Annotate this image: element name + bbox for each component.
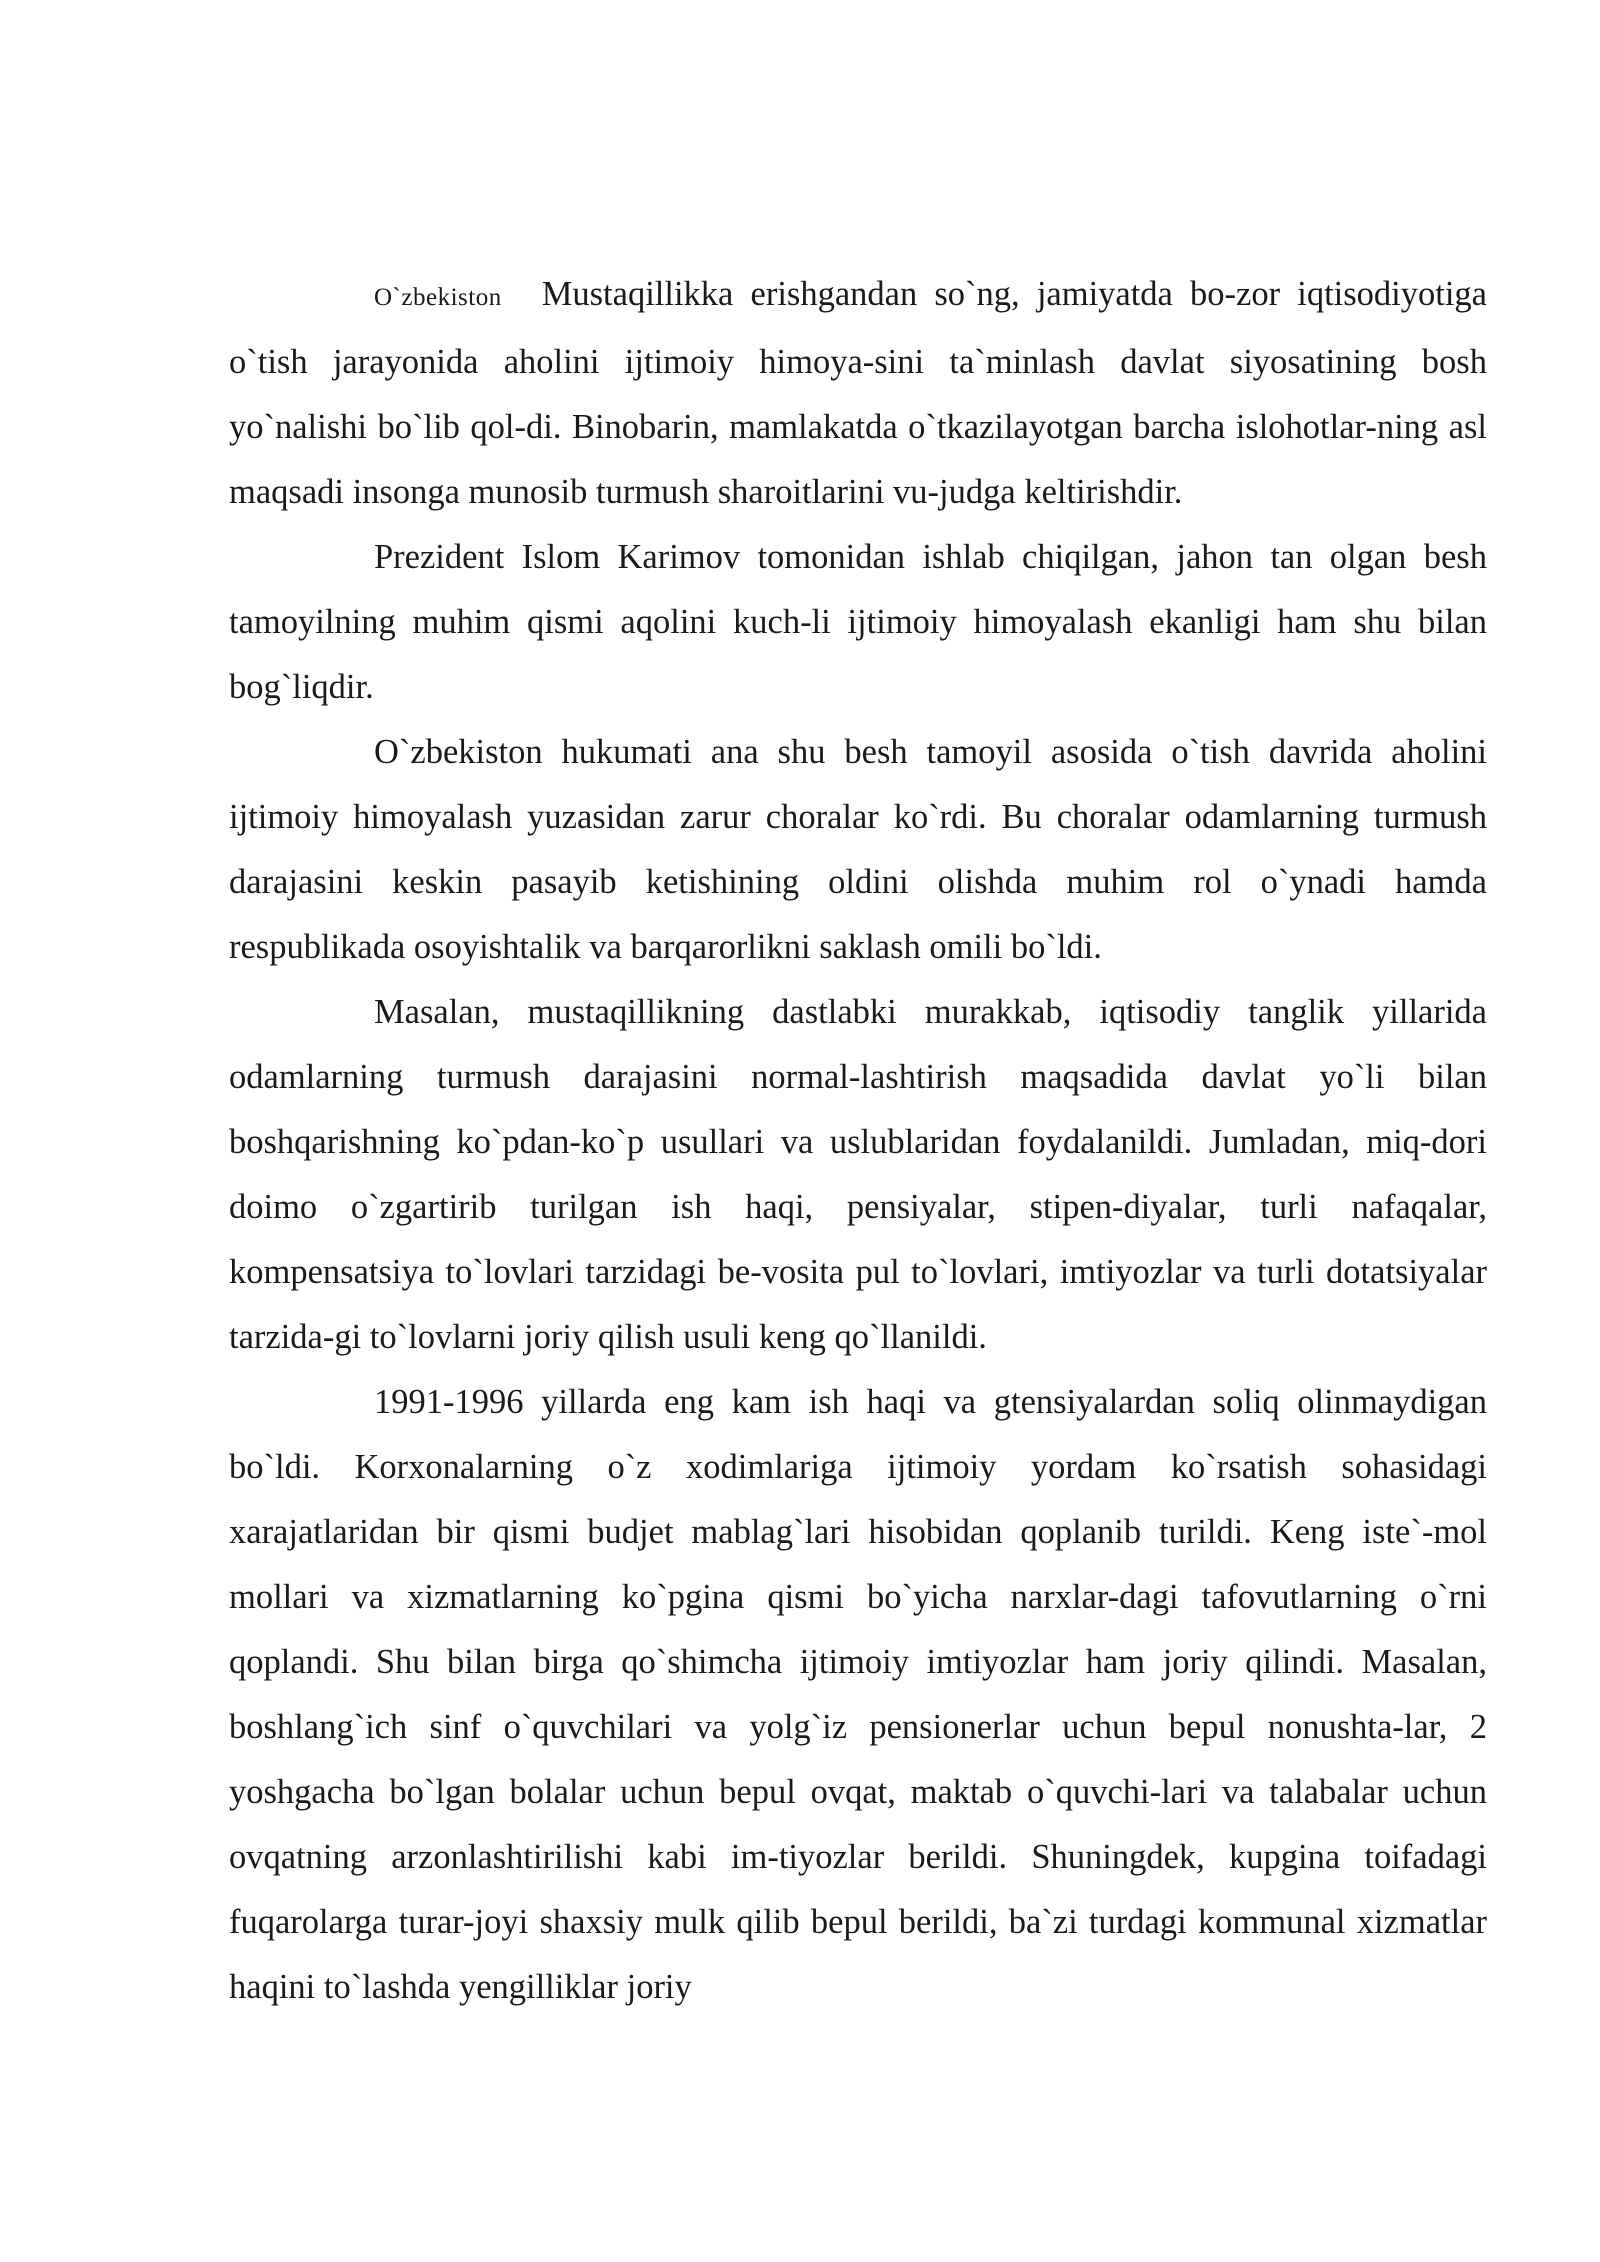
paragraph-2: Prezident Islom Karimov tomonidan ishlab chiqilgan, jahon tan olgan besh tamoyilning muhim qismi aqolini kuch-li ijtimoiy himoyalash ekanligi ham shu bilan bog`liqdir. — [229, 538, 1487, 706]
paragraph-1-lead: O`zbekiston — [374, 284, 502, 311]
paragraph-5: 1991-1996 yillarda eng kam ish haqi va gtensiyalardan soliq olinmaydigan bo`ldi. Korxonalarning o`z xodimlariga ijtimoiy yordam ko`rsatish sohasidagi xarajatlaridan bir qismi budjet mablag`lari hisobidan qoplanib turildi. Keng iste`-mol mollari va xizmatlarning ko`pgina qismi bo`yicha narxlar-dagi tafovutlarning o`rni qoplandi. Shu bilan birga qo`shimcha ijtimoiy imtiyozlar ham joriy qilindi. Masalan, boshlang`ich sinf o`quvchilari va yolg`iz pensionerlar uchun bepul nonushta-lar, 2 yoshgacha bo`lgan bolalar uchun bepul ovqat, maktab o`quvchi-lari va talabalar uchun ovqatning arzonlashtirilishi kabi im-tiyozlar berildi. Shuningdek, kupgina toifadagi fuqarolarga turar-joyi shaxsiy mulk qilib bepul berildi, ba`zi turdagi kommunal xizmatlar haqini to`lashda yengilliklar joriy — [229, 1383, 1487, 2006]
paragraph-4: Masalan, mustaqillikning dastlabki murakkab, iqtisodiy tanglik yillarida odamlarning turmush darajasini normal-lashtirish maqsadida davlat yo`li bilan boshqarishning ko`pdan-ko`p usullari va uslublaridan foydalanildi. Jumladan, miq-dori doimo o`zgartirib turilgan ish haqi, pensiyalar, stipen-diyalar, turli nafaqalar, kompensatsiya to`lovlari tarzidagi be-vosita pul to`lovlari, imtiyozlar va turli dotatsiyalar tarzida-gi to`lovlarni joriy qilish usuli keng qo`llanildi. — [229, 993, 1487, 1356]
paragraph-1 — [229, 262, 1487, 525]
document-body — [229, 262, 1487, 2020]
paragraph-3: O`zbekiston hukumati ana shu besh tamoyil asosida o`tish davrida aholini ijtimoiy himoyalash yuzasidan zarur choralar ko`rdi. Bu choralar odamlarning turmush darajasini keskin pasayib ketishining oldini olishda muhim rol o`ynadi hamda respublikada osoyishtalik va barqarorlikni saklash omili bo`ldi. — [229, 733, 1487, 966]
paragraph-1-text: Mustaqillikka erishgandan so`ng, jamiyatda bo-zor iqtisodiyotiga o`tish jarayonida aholini ijtimoiy himoya-sini ta`minlash davlat siyosatining bosh yo`nalishi bo`lib qol-di. Binobarin, mamlakatda o`tkazilayotgan barcha islohotlar-ning asl maqsadi insonga munosib turmush sharoitlarini vu-judga keltirishdir. — [229, 275, 1487, 511]
